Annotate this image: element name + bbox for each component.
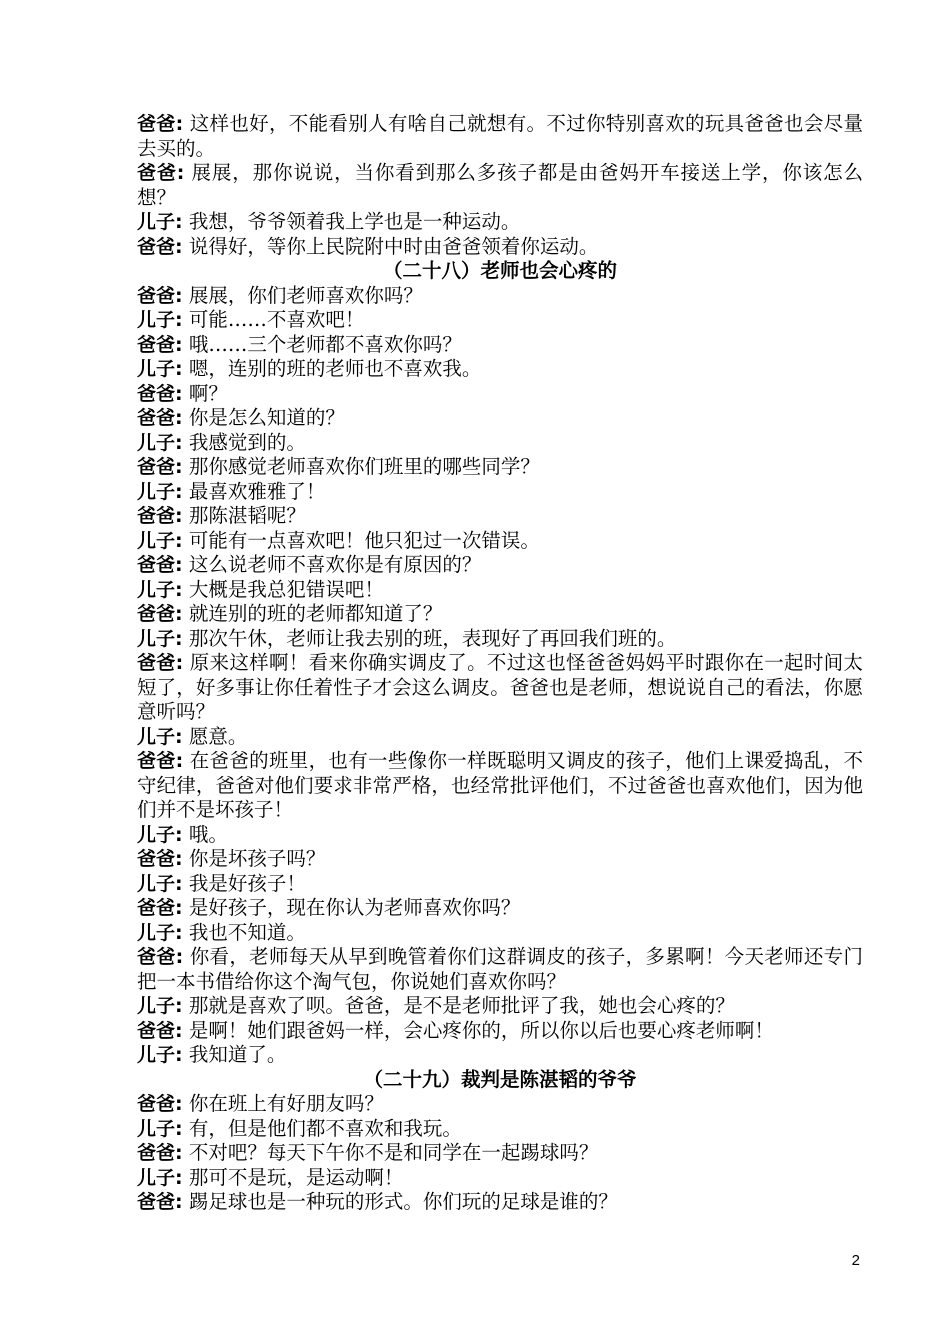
speaker-label: 儿子: <box>137 823 183 846</box>
speaker-label: 爸爸: <box>137 284 183 307</box>
dialogue-text: 啊？ <box>188 381 228 405</box>
speaker-label: 儿子: <box>137 578 183 601</box>
dialogue-line <box>137 1190 863 1215</box>
dialogue-line <box>137 602 863 627</box>
dialogue-line <box>137 504 863 529</box>
speaker-label: 爸爸: <box>137 162 185 184</box>
speaker-label: 儿子: <box>137 529 183 552</box>
dialogue-line <box>137 406 863 431</box>
speaker-label: 儿子: <box>137 309 183 331</box>
dialogue-line <box>137 1019 863 1044</box>
dialogue-line <box>137 553 863 578</box>
dialogue-text: 愿意。 <box>188 724 248 748</box>
dialogue-line <box>137 529 863 554</box>
speaker-label: 儿子: <box>137 1166 183 1189</box>
dialogue-line <box>137 725 863 750</box>
dialogue-text: 我知道了。 <box>188 1043 287 1066</box>
dialogue-text: 哦。 <box>188 822 228 846</box>
speaker-label: 爸爸: <box>137 603 183 625</box>
speaker-label: 爸爸: <box>137 652 184 674</box>
document-body <box>137 112 863 1215</box>
section-heading: （二十九）裁判是陈湛韬的爷爷 <box>363 1067 637 1091</box>
speaker-label: 爸爸: <box>137 1191 183 1213</box>
dialogue-text: 哦……三个老师都不喜欢你吗？ <box>188 332 462 356</box>
speaker-label: 儿子: <box>137 480 183 503</box>
dialogue-line <box>137 896 863 921</box>
speaker-label: 爸爸: <box>137 505 183 527</box>
dialogue-text: 展展，你们老师喜欢你吗？ <box>188 283 423 307</box>
speaker-label: 儿子: <box>137 358 183 380</box>
speaker-label: 爸爸: <box>137 113 184 135</box>
dialogue-text: 那可不是玩，是运动啊！ <box>188 1165 404 1189</box>
dialogue-text: 大概是我总犯错误吧！ <box>188 577 384 601</box>
speaker-label: 儿子: <box>137 1117 183 1140</box>
dialogue-text: 我感觉到的。 <box>188 430 306 454</box>
dialogue-line <box>137 284 863 309</box>
dialogue-line <box>137 994 863 1019</box>
speaker-label: 儿子: <box>137 1044 183 1066</box>
speaker-label: 儿子: <box>137 921 183 944</box>
speaker-label: 爸爸: <box>137 1142 183 1164</box>
dialogue-line <box>137 1166 863 1191</box>
dialogue-line <box>137 1043 863 1068</box>
dialogue-line <box>137 235 863 260</box>
dialogue-line <box>137 627 863 652</box>
speaker-label: 爸爸: <box>137 848 183 870</box>
speaker-label: 儿子: <box>137 431 183 454</box>
dialogue-text: 可能有一点喜欢吧！他只犯过一次错误。 <box>188 528 540 552</box>
speaker-label: 爸爸: <box>137 1093 183 1115</box>
dialogue-text: 你看，老师每天从早到晚管着你们这群调皮的孩子，多累啊！今天老师还专门把一本书借给你这个淘气包，你说她们喜欢你吗？ <box>137 945 863 993</box>
dialogue-text: 这样也好，不能看别人有啥自己就想有。不过你特别喜欢的玩具爸爸也会尽量去买的。 <box>137 112 863 160</box>
dialogue-line <box>137 872 863 897</box>
speaker-label: 儿子: <box>137 995 183 1017</box>
dialogue-text: 你在班上有好朋友吗？ <box>188 1092 384 1115</box>
dialogue-line <box>137 823 863 848</box>
speaker-label: 爸爸: <box>137 382 183 405</box>
dialogue-text: 说得好，等你上民院附中时由爸爸领着你运动。 <box>188 234 599 258</box>
dialogue-line <box>137 578 863 603</box>
dialogue-text: 不对吧？每天下午你不是和同学在一起踢球吗？ <box>188 1141 599 1164</box>
dialogue-line <box>137 431 863 456</box>
speaker-label: 爸爸: <box>137 333 183 356</box>
dialogue-line <box>137 847 863 872</box>
dialogue-text: 展展，那你说说，当你看到那么多孩子都是由爸妈开车接送上学，你该怎么想？ <box>137 161 863 209</box>
speaker-label: 爸爸: <box>137 456 183 478</box>
dialogue-line <box>137 210 863 235</box>
dialogue-text: 你是坏孩子吗？ <box>188 847 326 870</box>
page-number: 2 <box>851 1252 860 1269</box>
dialogue-text: 在爸爸的班里，也有一些像你一样既聪明又调皮的孩子，他们上课爱捣乱，不守纪律，爸爸对他们要求非常严格，也经常批评他们，不过爸爸也喜欢他们，因为他们并不是坏孩子！ <box>137 749 863 821</box>
dialogue-text: 原来这样啊！看来你确实调皮了。不过这也怪爸爸妈妈平时跟你在一起时间太短了，好多事让你任着性子才会这么调皮。爸爸也是老师，想说说自己的看法，你愿意听吗？ <box>137 651 863 723</box>
speaker-label: 爸爸: <box>137 946 184 968</box>
dialogue-text: 那你感觉老师喜欢你们班里的哪些同学？ <box>188 455 540 478</box>
dialogue-text: 我也不知道。 <box>188 920 306 944</box>
dialogue-line <box>137 455 863 480</box>
dialogue-line <box>137 749 863 823</box>
dialogue-text: 是好孩子，现在你认为老师喜欢你吗？ <box>188 896 521 919</box>
speaker-label: 儿子: <box>137 627 183 650</box>
speaker-label: 爸爸: <box>137 235 183 258</box>
dialogue-line <box>137 382 863 407</box>
dialogue-text: 我是好孩子！ <box>188 871 306 895</box>
speaker-label: 爸爸: <box>137 750 184 772</box>
speaker-label: 爸爸: <box>137 897 183 919</box>
dialogue-text: 就连别的班的老师都知道了？ <box>188 602 443 625</box>
dialogue-text: 是啊！她们跟爸妈一样，会心疼你的，所以你以后也要心疼老师啊！ <box>188 1018 774 1042</box>
dialogue-text: 可能……不喜欢吧！ <box>188 308 365 331</box>
dialogue-line <box>137 357 863 382</box>
dialogue-text: 那就是喜欢了呗。爸爸，是不是老师批评了我，她也会心疼的？ <box>188 994 735 1017</box>
speaker-label: 儿子: <box>137 211 183 233</box>
dialogue-text: 踢足球也是一种玩的形式。你们玩的足球是谁的？ <box>188 1190 618 1213</box>
dialogue-line <box>137 1141 863 1166</box>
dialogue-text: 最喜欢雅雅了！ <box>188 479 326 503</box>
section-heading: （二十八）老师也会心疼的 <box>382 259 617 282</box>
dialogue-line <box>137 161 863 210</box>
dialogue-line <box>137 945 863 994</box>
dialogue-text: 这么说老师不喜欢你是有原因的？ <box>188 553 482 576</box>
speaker-label: 爸爸: <box>137 554 183 576</box>
dialogue-line <box>137 1117 863 1142</box>
speaker-label: 爸爸: <box>137 407 183 429</box>
dialogue-text: 那次午休，老师让我去别的班，表现好了再回我们班的。 <box>188 626 677 650</box>
speaker-label: 儿子: <box>137 725 183 748</box>
dialogue-line <box>137 480 863 505</box>
dialogue-text: 你是怎么知道的？ <box>188 406 345 429</box>
dialogue-line <box>137 308 863 333</box>
dialogue-text: 有，但是他们都不喜欢和我玩。 <box>188 1116 462 1140</box>
dialogue-text: 那陈湛韬呢？ <box>188 504 306 527</box>
dialogue-line <box>137 921 863 946</box>
dialogue-line <box>137 651 863 725</box>
dialogue-text: 嗯，连别的班的老师也不喜欢我。 <box>188 357 482 380</box>
speaker-label: 爸爸: <box>137 1019 183 1042</box>
speaker-label: 儿子: <box>137 872 183 895</box>
dialogue-text: 我想，爷爷领着我上学也是一种运动。 <box>188 210 521 233</box>
dialogue-line <box>137 112 863 161</box>
dialogue-line <box>137 1092 863 1117</box>
dialogue-line <box>137 333 863 358</box>
